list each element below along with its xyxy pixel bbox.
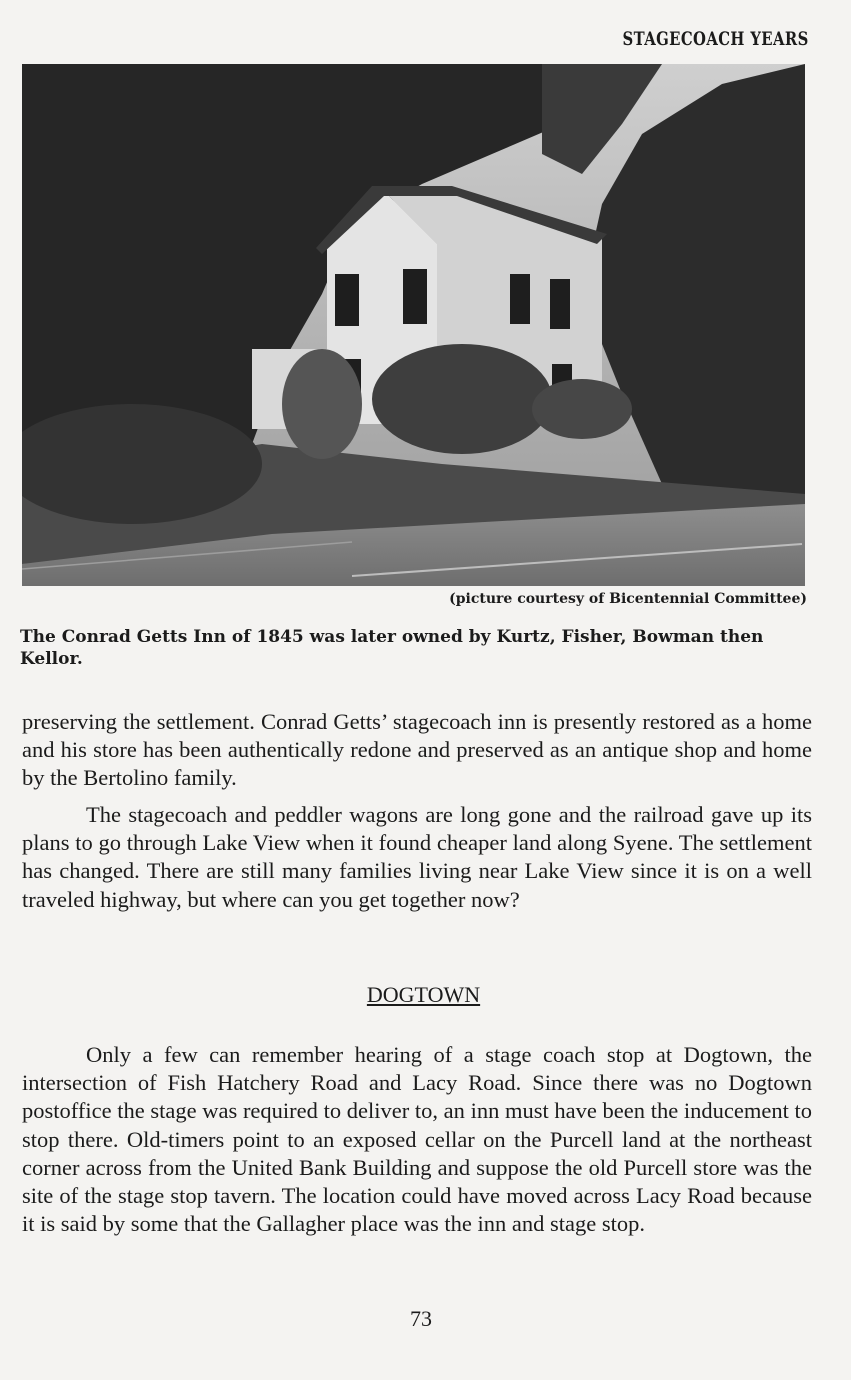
- page-number: 73: [410, 1306, 432, 1331]
- inn-photograph: [22, 64, 805, 586]
- photo-caption: The Conrad Getts Inn of 1845 was later owned by Kurtz, Fisher, Bowman then Kellor.: [20, 627, 764, 669]
- photo-credit: (picture courtesy of Bicentennial Committee): [449, 591, 807, 607]
- running-head: STAGECOACH YEARS: [622, 28, 809, 50]
- body-paragraph: The stagecoach and peddler wagons are long gone and the railroad gave up its plans to go through Lake View when it found cheaper land along Syene. The settlement has changed. There are still many families living near Lake View since it is on a well traveled highway, but where can you get together now?: [22, 802, 812, 912]
- section-heading: [0, 982, 851, 1008]
- body-paragraph: preserving the settlement. Conrad Getts’ stagecoach inn is presently restored as a home and his store has been authentically redone and preserved as an antique shop and home by the Bertolino family.: [22, 709, 812, 791]
- body-paragraph: Only a few can remember hearing of a stage coach stop at Dogtown, the intersection of Fish Hatchery Road and Lacy Road. Since there was no Dogtown postoffice the stage was required to deliver to, an inn must have been the inducement to stop there. Old-timers point to an exposed cellar on the Purcell land at the northeast corner across from the United Bank Building and suppose the old Purcell store was the site of the stage stop tavern. The location could have moved across Lacy Road because it is said by some that the Gallagher place was the inn and stage stop.: [22, 1042, 812, 1237]
- section-heading-text: DOGTOWN: [366, 982, 481, 1007]
